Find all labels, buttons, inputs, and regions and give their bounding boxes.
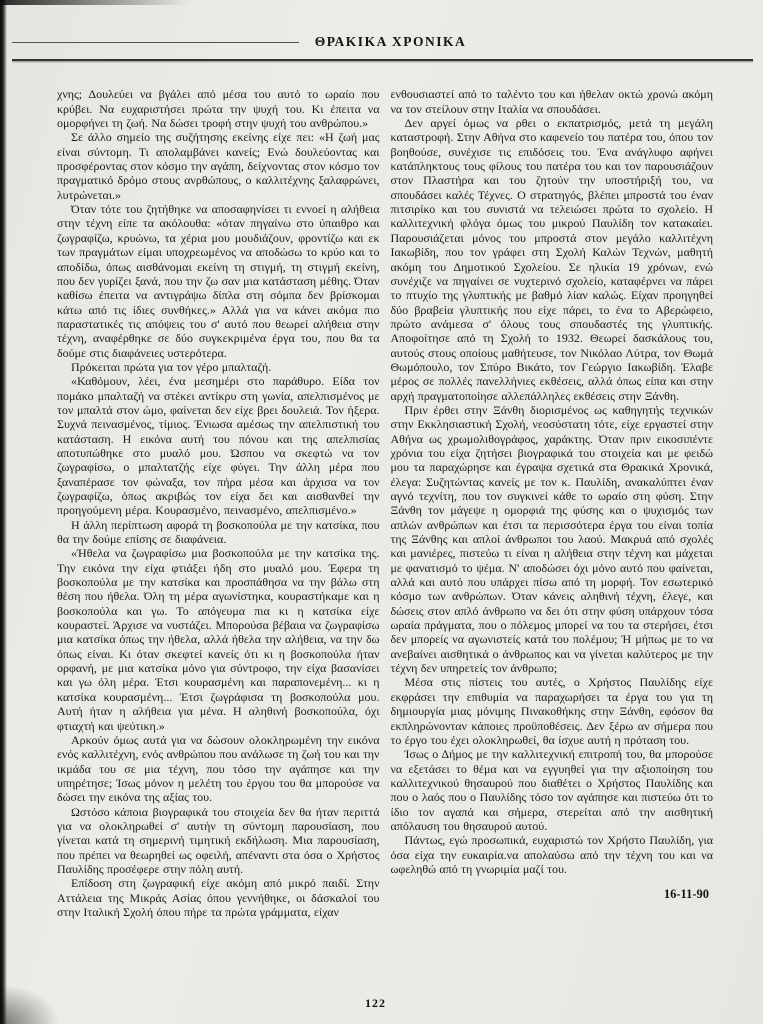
page-number: 122 (365, 996, 386, 1010)
right-column (391, 87, 714, 919)
paragraph: Μέσα στις πίστεις του αυτές, ο Χρήστος Παυλίδης είχε εκφράσει την επιθυμία να παραχωρήσει τα έργα του για τη δημιουργία μιας μόνιμης Πινακοθήκης στην Ξάνθη, εφόσον θα εκπληρώνονταν κάποιες προϋποθέσεις. Δεν ξέρω αν σήμερα που το έργο του έχει ολοκληρωθεί, θα ίσχυε αυτή η πρόταση του. (390, 675, 713, 747)
paragraph: Πάντως, εγώ προσωπικά, ευχαριστώ τον Χρήστο Παυλίδη, για όσα είχα την ευκαιρία.να απολαύσω από την τέχνη του και να ωφεληθώ από τη γνωριμία μαζί του. (390, 833, 713, 876)
page-footer (0, 994, 763, 1012)
header-left-rule (12, 42, 299, 43)
paragraph: Σε άλλο σημείο της συζήτησης εκείνης είχε πει: «Η ζωή μας είναι σύντομη. Τι απολαμβάνει κανείς; Ενώ δουλεύοντας και προσφέροντας στον κόσμο την αγάπη, δείχνοντας στον κόσμο τον πραγματικό δρόμο στους ανρθώπους, ο καλλιτέχνης ξαλαφρώνει, λυτρώνεται.» (57, 130, 380, 202)
left-column (57, 87, 380, 919)
paragraph: Επίδοση στη ζωγραφική είχε ακόμη από μικρό παιδί. Στην Αττάλεια της Μικράς Ασίας όπου γεννήθηκε, οι δάσκαλοί του στην Ιταλική Σχολή όπου πήρε τα πρώτα γράμματα, είχαν (57, 876, 380, 919)
paragraph: Αρκούν όμως αυτά για να δώσουν ολοκληρωμένη την εικόνα ενός καλλιτέχνη, ενός ανθρώπου που ανάλωσε τη ζωή του και την ικμάδα του σε μια τέχνη, που τόσο την αγάπησε και την υπηρέτησε; Ίσως μόνον η μελέτη του έργου του θα μπορούσε να δώσει την εικόνα της αξίας του. (57, 732, 380, 805)
scan-edge-top (0, 0, 190, 5)
header-row (12, 34, 753, 50)
paragraph: Πρόκειται πρώτα για τον γέρο μπαλταζή. (71, 359, 272, 374)
paragraph: Πριν έρθει στην Ξάνθη διορισμένος ως καθηγητής τεχνικών στην Εκκλησιαστική Σχολή, νεοσύστατη τότε, είχε εργαστεί στην Αθήνα ως χρωμολιθογράφος, χαράκτης. Όταν πριν εικοσιπέντε χρόνια του είχα ζητήσει βιογραφικά του στοιχεία και με φειδώ μου τα παραχώρησε και έγραψα σχετικά στα Θρακικά Χρονικά, έλεγα: Συζητώντας κανείς με τον κ. Παυλίδη, ανακαλύπτει έναν αγνό τεχνίτη, που τον συγκινεί κάθε το ωραίο στη φύση. Στην Ξάνθη τον μάγεψε η ομορφιά της φύσης και ο ψυχισμός των απλών ανθρώπων και έτσι τα περισσότερα έργα του είναι τοπία της Ξάνθης και απλοί άνθρωποι του λαού. Μακρυά από σχολές και μανιέρες, πιστεύω τι είναι η αλήθεια στην τέχνη και μάχεται με φανατισμό το ψέμα. Ν' αποδώσει όχι μόνο αυτό που φαίνεται, αλλά και αυτό που υπάρχει πίσω από τη μορφή. Τον εσωτερικό κόσμο των ανθρώπων. Όταν κάνεις αληθινή τέχνη, έλεγε, και δώσεις στον απλό άνθρωπο να δει ότι στην φύση υπάρχουν τόσα ωραία πράγματα, που ο πόλεμος μπορεί να του τα στερήσει, έτσι δεν μπορείς να αγωνιστείς κατά του πολέμου; Ή μήπως με το να ανεβαίνει αισθητικά ο άνθρωπος και να γίνεται καλύτερος με την τέχνη δεν υπηρετείς τον άνθρωπο; (390, 402, 713, 676)
paragraph: χνης; Δουλεύει να βγάλει από μέσα του αυτό το ωραίο που κρύβει. Να ευχαριστήσει πρώτα την ψυχή του. Κι έπειτα να ομορφήνει τη ζωή. Να δώσει τροφή στην ψυχή του ανθρώπου.» (57, 87, 380, 131)
article-body (0, 61, 763, 919)
page-header (0, 0, 763, 61)
paragraph: Όταν τότε του ζητήθηκε να αποσαφηνίσει τι εννοεί η αλήθεια στην τέχνη είπε τα ακόλουθα: «όταν πηγαίνω στο ύπαιθρο και ζωγραφίζω, κρυώνω, τα χέρια μου μουδιάζουν, φροντίζω και εκ των πραγμάτων είμαι υποχρεωμένος να αποδώσω το κρύο και το αποδίδω, όπως αισθάνομαι εκείνη τη στιγμή, τη στιγμή εκείνη, που δεν γυρίζει ξανά, που την ζω σαν μια κατάσταση μέθης. Όταν καθίσω έπειτα να αντιγράψω δίπλα στη σόμπα δεν βρίσκομαι κάτω από τις ίδιες συνθήκες.» Αλλά για να κάνει ακόμα πιο παραστατικές τις απόψεις του σ' αυτό που θεωρεί αλήθεια στην τέχνη, αναφέρθηκε σε δύο συγκεκριμένα έργα του, που θα τα δούμε στις διαφάνειες υστερότερα. (57, 202, 380, 360)
page-title: ΘΡΑΚΙΚΑ ΧΡΟΝΙΚΑ (314, 34, 467, 49)
paragraph: Ωστόσο κάποια βιογραφικά του στοιχεία δεν θα ήταν περιττά για να ολοκληρωθεί σ' αυτήν τη σύντομη παρουσίαση, που γίνεται κατά τη σημερινή τιμητική εκδήλωση. Μια παρουσίαση, που πρέπει να θεωρηθεί ως οφειλή, απέναντι στα όσα ο Χρήστος Παυλίδης προσέφερε στην πόλη αυτή. (57, 804, 380, 876)
paragraph: Δεν αργεί όμως να ρθει ο εκπατρισμός, μετά τη μεγάλη καταστροφή. Στην Αθήνα στο καφενείο του πατέρα του, όπου τον βοηθούσε, συνέχισε τις επιδόσεις του. Ένα ανάγλυφο αφήνει κατάπληκτους τους φίλους του πατέρα του και τον παρουσιάζουν στον Πλαστήρα και του ζητούν την υποστήριξή του, να σπουδάσει καλές Τέχνες. Ο στρατηγός, βλέπει μπροστά του έναν πιτσιρίκο και του συνιστά να τελειώσει πρώτα το σχολείο. Η καλλιτεχνική φλόγα όμως του μικρού Παυλίδη τον κατακαίει. Παρουσιάζεται μόνος του μπροστά στον μεγάλο καλλιτέχνη Ιακωβίδη, που τον γράφει στη Σχολή Καλών Τεχνών, μαθητή ακόμη του Δημοτικού Σχολείου. Σε ηλικία 19 χρόνων, ενώ συνέχιζε να πηγαίνει σε νυχτερινό σχολείο, καταφέρνει να πάρει το πτυχίο της γλυπτικής με βαθμό λίαν καλώς. Είχαν προηγηθεί δύο βραβεία γλυπτικής που είχε πάρει, το ένα το Αβερώφειο, πρώτο ανάμεσα σ' όλους τους σπουδαστές της γλυπτικής. Αποφοίτησε από τη Σχολή το 1932. Θεωρεί δασκάλους του, αυτούς στους οποίους μαθήτευσε, τον Νικόλαο Λύτρα, τον Θωμά Θωμόπουλο, τον Σπύρο Βικάτο, τον Γεώργιο Ιακωβίδη. Έλαβε μέρος σε πολλές πανελλήνιες εκθέσεις, αλλά όπως είπα και στην αρχή πραγματοποίησε αλλεπάλληλες εκθέσεις στην Ξάνθη. (390, 116, 713, 403)
paragraph: «Ήθελα να ζωγραφίσω μια βοσκοπούλα με την κατσίκα της. Την εικόνα την είχα φτιάξει ήδη στο μυαλό μου. Έφερα τη βοσκοπούλα με την κατσίκα και προσπάθησα να την βάλω στη θέση που ήθελα. Όλη τη μέρα αγωνίστηκα, κουραστήκαμε και η βοσκοπούλα και γω. Το απόγευμα πια κι η κατσίκα είχε κουραστεί. Άρχισε να νυστάζει. Μπορούσα βέβαια να ζωγραφίσω μια κατσίκα όπως την ήθελα, αλλά ήθελα την αλήθεια, να την δω όπως είναι. Κι όταν σκεφτεί κανείς ότι κι η βοσκοπούλα ήταν ορφανή, με μια κατσίκα μόνο για σύντροφο, την είχα βασανίσει και γω όλη μέρα. Έτσι κουρασμένη και παραπονεμένη... κι η κατσίκα κουρασμένη... Έτσι ζωγράφισα τη βοσκοπούλα μου. Αυτή ήταν η αλήθεια για μένα. Η αληθινή βοσκοπούλα, όχι φτιαχτή και ψεύτικη.» (57, 546, 380, 733)
paragraph: Ίσως ο Δήμος με την καλλιτεχνική επιτροπή του, θα μπορούσε να εξετάσει το θέμα και να εγγυηθεί για την αξιοποίηση του καλλιτεχνικού θησαυρού που διαθέτει ο Χρήστος Παυλίδης και που ο λαός που ο Παυλίδης τόσο τον αγάπησε και πιστεύω ότι το ίδιο τον αγαπά και σήμερα, στερείται από την αισθητική απόλαυση του θησαυρού αυτού. (390, 747, 713, 833)
date-signature: 16-11-90 (663, 887, 709, 902)
paragraph: Η άλλη περίπτωση αφορά τη βοσκοπούλα με την κατσίκα, που θα την δούμε επίσης σε διαφάνεια. (57, 517, 380, 547)
paragraph: «Καθόμουν, λέει, ένα μεσημέρι στο παράθυρο. Είδα τον πομάκο μπαλταζή να στέκει αντίκρυ στη γωνία, απελπισμένος με τον μπαλτά στον ώμο, φαίνεται δεν είχε βρει δουλειά. Τον ήξερα. Συχνά πεινασμένος, τίμιος. Ένιωσα αμέσως την απελπιστική του κατάσταση. Η εικόνα αυτή του πόνου και της απελπισίας αποτυπώθηκε στο μυαλό μου. Ώσπου να σκεφτώ να τον ζωγραφίσω, ο μπαλτατζής είχε φύγει. Την άλλη μέρα που ξαναπέρασε τον φώναξα, τον πήρα μέσα και άρχισα να τον ζωγραφίζω, όπως ακριβώς τον είχα δει και αισθανθεί την προηγούμενη μέρα. Κουρασμένο, πεινασμένο, απελπισμένο.» (57, 374, 380, 518)
scan-edge-left (0, 0, 7, 1024)
right-column-paragraphs (391, 87, 714, 876)
paragraph: ενθουσιαστεί από το ταλέντο του και ήθελαν οκτώ χρονώ ακόμη να τον στείλουν στην Ιταλία να σπουδάσει. (390, 87, 713, 116)
